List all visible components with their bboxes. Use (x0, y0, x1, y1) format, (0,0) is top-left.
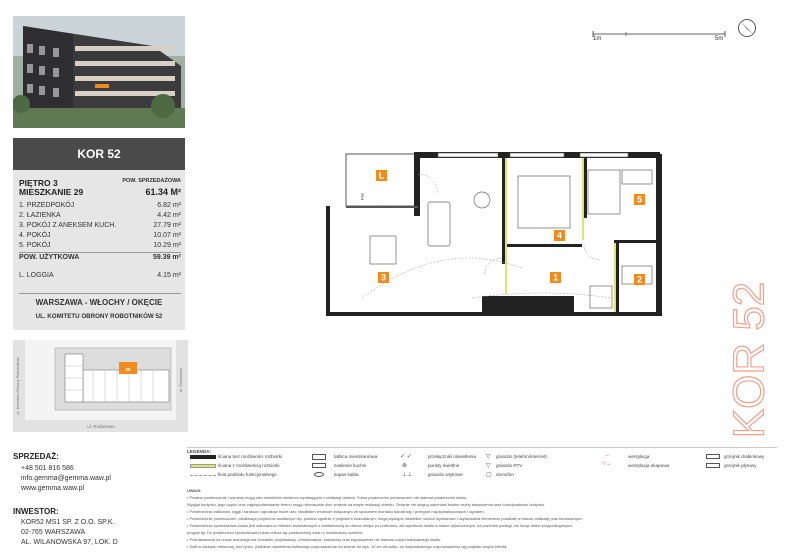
room-row: 3. POKÓJ Z ANEKSEM KUCH. 27.79 m² (19, 222, 181, 229)
legend-item: domofon (496, 472, 514, 477)
legend-light-icon: ⊗ (402, 463, 408, 469)
legend-item: zapas kabla (334, 472, 359, 477)
investor-line-2: 02-765 WARSZAWA (21, 529, 86, 536)
floor-label: PIĘTRO 3 (19, 178, 58, 188)
note-line: • Przedstawiona na rzucie aranżacja ma charakter przykładowy. Umeblowanie, zabudowy oraz wyposażenie nie stanowi części nabywanego lokalu. (187, 537, 442, 542)
legend-item: gniazdo (telefon/internet) (496, 454, 547, 459)
legend-item: ściana bez możliwości rozbiórki (218, 454, 283, 459)
address-line-1: WARSZAWA - WŁOCHY / OKĘCIE (35, 298, 163, 307)
legend-item: gniazdo wtykowe (428, 472, 463, 477)
divider (19, 293, 181, 294)
legend-division-line-icon (190, 475, 216, 476)
apartment-info-panel (13, 138, 185, 330)
legend-wall-demolish-icon (190, 464, 216, 468)
vertical-logo (712, 280, 792, 440)
legend-tv-icon: ▽ (486, 463, 491, 469)
compass-icon (737, 18, 757, 38)
loggia-marker: L (378, 170, 385, 181)
note-line: • Powierzchnia balkonów, loggii i tarasów i ogródków może ulec niewielkim zmianom związanym ze sposobem montażu balustrady i przegród międzybalkonowych i ogródeń. (187, 509, 485, 514)
room-row: 5. POKÓJ 10.29 m² (19, 242, 181, 249)
note-line: • Powierzchnie pomieszczeń, lokalizacja przyborów sanitarnych itp. podano zgodnie z projektem budowlanym, mogą wystąpić niewielkie różnice wymiarowe i usytuowania elementów powstałe w trakcie realizacji prac budowlanych. (187, 516, 583, 521)
legend-item: wentylacja (628, 454, 650, 459)
legend-switch-icon: ✓ ✓ (400, 454, 412, 460)
site-street-left: ul. Komitetu Obrony Robotników (15, 357, 20, 415)
scale-bar (585, 22, 735, 46)
room-5-marker: 5 (636, 194, 643, 205)
room-3-marker: 3 (380, 272, 387, 283)
room-1-marker: 1 (552, 272, 559, 283)
legend-socket-icon: ⊥⊥ (402, 472, 413, 478)
sales-area-value: 61.34 M² (145, 187, 181, 197)
sales-area-caption: POW. SPRZEDAŻOWA (122, 178, 181, 184)
legend-kitchen-icon (312, 463, 326, 468)
note-line: progów itp. Do powierzchni sprzedażowej lokalu wlicza się powierzchnię ścian z możliwością rozbiórki. (187, 530, 364, 535)
address-line-2: UL. KOMITETU OBRONY ROBOTNIKÓW 52 (35, 313, 163, 320)
sales-heading: SPRZEDAŻ: (13, 452, 59, 461)
legend-vent-icon: → (604, 452, 610, 458)
investor-heading: INWESTOR: (13, 507, 59, 516)
sales-website[interactable]: www.gemma.waw.pl (21, 485, 85, 492)
legend-item: przełączniki oświetlenia (428, 454, 477, 459)
scale-left-label: 1m (593, 36, 602, 42)
legend-wall-fixed-icon (190, 455, 216, 459)
logo-text: KOR 52 (724, 281, 774, 439)
note-line: Wygląd budynku, jego części oraz zagospodarowanie terenu mogą nieznacznie ulec zmianie na etapie realizacji obiektu. Zmianie nie ulegną natomiast istotne cechy świadczenia oraz funkcjonalność budynku. (187, 502, 546, 507)
investor-line-3: AL. WILANOWSKA 97, LOK. D (21, 539, 118, 546)
legend-ladder-radiator-icon (706, 454, 720, 459)
site-street-bottom: ul. Rodanowa (87, 424, 115, 429)
room-2-marker: 2 (636, 274, 643, 285)
apartment-label: MIESZKANIE 29 (19, 187, 84, 197)
legend-item: tablica mieszkaniowa (334, 454, 378, 459)
legend-divider (187, 447, 777, 448)
divider (19, 252, 181, 253)
note-line: • Podane powierzchnie i wymiary mogą ulec niewielkim zmianom wynikającym z realizacji obiektu. Suma powierzchni pomieszczeń nie stanowi powierzchni lokalu. (187, 495, 468, 500)
room-row: 4. POKÓJ 10.07 m² (19, 232, 181, 239)
legend-item: grzejnik płytowy (724, 463, 757, 468)
legend-item: linia podziału funkcjonalnego (218, 472, 277, 477)
fix-label: FIX (360, 192, 365, 200)
usable-area-row: POW. UŻYTKOWA 59.39 m² (19, 254, 181, 261)
room-row: 1. PRZEDPOKÓJ 6.82 m² (19, 202, 181, 209)
building-photo (13, 16, 185, 128)
site-plan (13, 340, 188, 432)
site-street-right: ul. Rodanowa (178, 367, 183, 393)
room-row: 2. ŁAZIENKA 4.42 m² (19, 212, 181, 219)
notes-heading: UWAGI: (187, 488, 202, 493)
legend-phone-icon: ▽ (486, 454, 491, 460)
legend-item: punkty świetlne (428, 463, 460, 468)
loggia-row: L. LOGGIA 4.15 m² (19, 272, 181, 279)
legend-item: gniazdo RTV (496, 463, 523, 468)
sales-email[interactable]: info.gemma@gemma.waw.pl (21, 475, 111, 482)
legend-intercom-icon: ▢ (486, 472, 492, 478)
legend-item: ściana z możliwością rozbiórki (218, 463, 280, 468)
investor-line-1: KOR52 MS1 SP. Z O.O. SP.K. (21, 519, 115, 526)
room-4-marker: 4 (556, 230, 563, 241)
sales-phone[interactable]: +48 501 816 586 (21, 465, 74, 472)
note-line: • Sufit w lokalach betonowy, bez tynku. Zasilanie oświetlenia sufitowego poprowadzone na ścianie do wys. 10 cm od sufitu, do indywidualnego rozprowadzenia wg projektu wnętrz klienta. (187, 544, 508, 549)
floor-plan (322, 148, 668, 320)
legend-cable-icon (314, 472, 324, 477)
scale-right-label: 5m (715, 36, 724, 42)
legend-panel-icon (312, 454, 326, 460)
site-highlight-label: 29 (125, 367, 131, 372)
legend-heading: LEGENDA: (187, 449, 211, 454)
legend-item: grzejnik drabinkowy (724, 454, 765, 459)
legend-panel-radiator-icon (706, 463, 720, 468)
note-line: • Powierzchnia sprzedażowa lokalu jest obliczana w metrach kwadratowych z dokładnością do dwóch miejsc po przecinku, dla wymiarów lokalu w stanie wykończonym, na poziomie podłogi, nie licząc listew przypodłogowych, (187, 523, 573, 528)
legend-item: zasilenie kuchni (334, 463, 367, 468)
legend-item: wentylacja okapowa (628, 463, 670, 468)
legend-hood-vent-icon: ○→ (602, 461, 612, 467)
panel-title: KOR 52 (13, 138, 185, 170)
